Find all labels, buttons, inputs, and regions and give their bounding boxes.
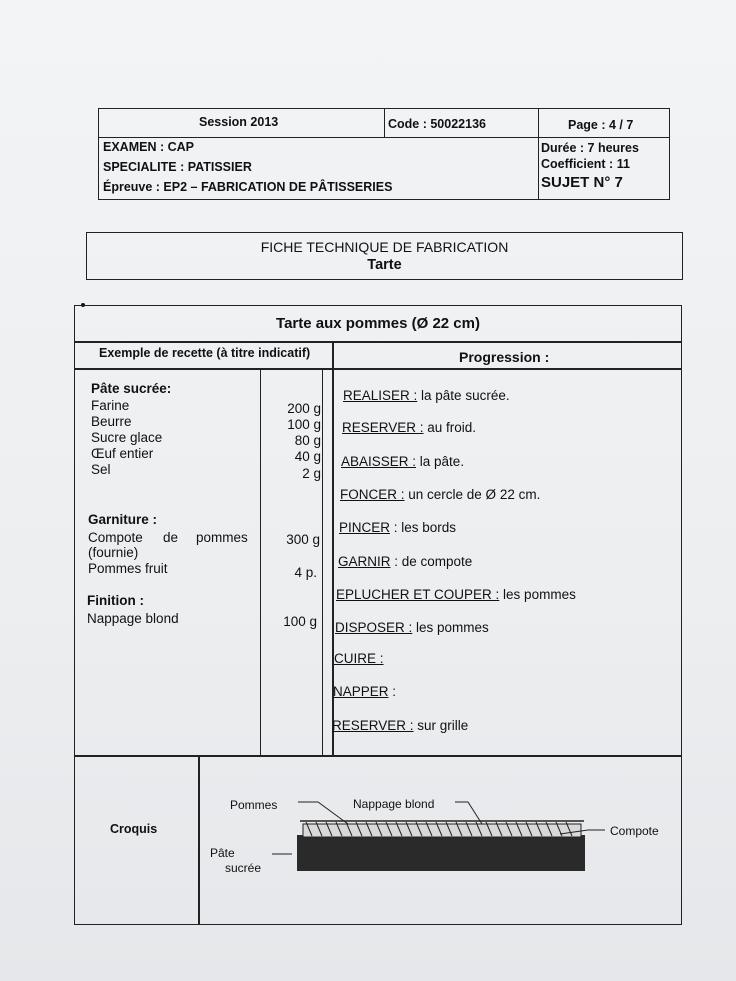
step-verb: ABAISSER :: [341, 454, 417, 469]
page-cell: [538, 109, 669, 137]
session-cell: [99, 109, 385, 137]
ingredient-qty: 80 g: [294, 433, 321, 448]
page-label: Page : 4 / 7: [568, 118, 634, 132]
step-item: [341, 454, 464, 469]
step-text: :: [388, 684, 397, 699]
ingredient-qty: 200 g: [287, 401, 321, 416]
step-verb: GARNIR: [338, 554, 391, 569]
divider-line: [75, 755, 681, 757]
ingredient-name: Beurre: [91, 414, 132, 429]
recipe-column-header: Exemple de recette (à titre indicatif): [99, 346, 311, 360]
ingredient-name: Sel: [91, 462, 111, 477]
ingredient-qty: 4 p.: [294, 565, 317, 580]
step-verb: REALISER :: [343, 388, 418, 403]
step-verb: RESERVER :: [342, 420, 424, 435]
sujet-label: SUJET N° 7: [541, 174, 623, 191]
ingredient-name: Compote: [88, 530, 143, 545]
ingredient-qty: 100 g: [283, 614, 317, 629]
divider-line: [75, 341, 681, 343]
sketch-label-sucree: sucrée: [225, 861, 262, 875]
step-verb: PINCER: [339, 520, 391, 535]
fiche-subtitle: Tarte: [367, 257, 402, 273]
step-item: [334, 651, 384, 666]
croquis-label: Croquis: [110, 822, 158, 836]
step-text: au froid.: [423, 420, 477, 435]
pate-title: Pâte sucrée:: [91, 381, 172, 396]
ingredient-name: Sucre glace: [91, 430, 163, 445]
specialite-label: SPECIALITE : PATISSIER: [103, 160, 252, 174]
sketch-label-compote: Compote: [610, 824, 659, 838]
code-cell: [384, 109, 539, 137]
step-text: la pâte sucrée.: [417, 388, 510, 403]
session-label: Session 2013: [199, 115, 279, 129]
ingredient-name: (fournie): [88, 545, 139, 560]
step-text: sur grille: [413, 718, 469, 733]
step-item: [332, 718, 468, 733]
ingredient-name: Œuf entier: [91, 446, 154, 461]
step-verb: FONCER :: [340, 487, 405, 502]
step-verb: EPLUCHER ET COUPER :: [336, 587, 500, 602]
coefficient-label: Coefficient : 11: [541, 157, 630, 171]
ingredient-qty: 100 g: [287, 417, 321, 432]
pate-layer: [297, 835, 585, 871]
step-text: : les bords: [390, 520, 457, 535]
sketch-label-pate: Pâte: [210, 846, 235, 860]
step-item: [339, 520, 456, 535]
step-text: : de compote: [390, 554, 473, 569]
step-text: la pâte.: [416, 454, 465, 469]
step-text: les pommes: [499, 587, 576, 602]
code-label: Code : 50022136: [388, 117, 486, 131]
progression-header: Progression :: [459, 349, 550, 365]
tart-sketch: [200, 758, 680, 922]
exam-info-cell: [99, 137, 539, 199]
sketch-label-pommes: Pommes: [230, 798, 278, 812]
fiche-title-box: [86, 232, 683, 280]
step-verb: RESERVER :: [332, 718, 414, 733]
sketch-label-nappage: Nappage blond: [353, 797, 435, 811]
step-item: [336, 587, 576, 602]
exam-header: [98, 108, 670, 200]
fiche-title: FICHE TECHNIQUE DE FABRICATION: [260, 239, 509, 255]
recipe-sheet: [74, 305, 682, 925]
qty-column-divider: [322, 368, 323, 755]
ingredient-name: Farine: [91, 398, 130, 413]
step-verb: NAPPER: [333, 684, 389, 699]
step-item: [333, 684, 396, 699]
step-verb: DISPOSER :: [335, 620, 413, 635]
step-item: [343, 388, 510, 403]
tart-cross-section-icon: [200, 758, 680, 922]
step-text: les pommes: [412, 620, 489, 635]
duree-label: Durée : 7 heures: [541, 141, 639, 155]
header-top-row: [99, 109, 669, 138]
epreuve-label: Épreuve : EP2 – FABRICATION DE PÂTISSERIES: [103, 180, 393, 194]
ingredient-name: pommes: [196, 530, 248, 545]
divider-line: [75, 368, 681, 370]
ingredient-name: Nappage blond: [87, 611, 179, 626]
ingredient-qty: 2 g: [302, 466, 321, 481]
step-verb: CUIRE :: [334, 651, 384, 666]
garniture-title: Garniture :: [88, 512, 158, 527]
step-item: [338, 554, 472, 569]
ingredient-qty: 40 g: [294, 449, 321, 464]
exam-meta-cell: [538, 137, 669, 199]
step-item: [342, 420, 476, 435]
step-item: [335, 620, 489, 635]
examen-label: EXAMEN : CAP: [103, 140, 194, 154]
ingredient-name: Pommes fruit: [88, 561, 168, 576]
finition-title: Finition :: [87, 593, 144, 608]
step-item: [340, 487, 540, 502]
ingredient-name: de: [163, 530, 179, 545]
ingredient-qty: 300 g: [286, 532, 320, 547]
step-text: un cercle de Ø 22 cm.: [404, 487, 541, 502]
recipe-title: Tarte aux pommes (Ø 22 cm): [276, 315, 480, 332]
qty-column-divider: [260, 368, 261, 755]
